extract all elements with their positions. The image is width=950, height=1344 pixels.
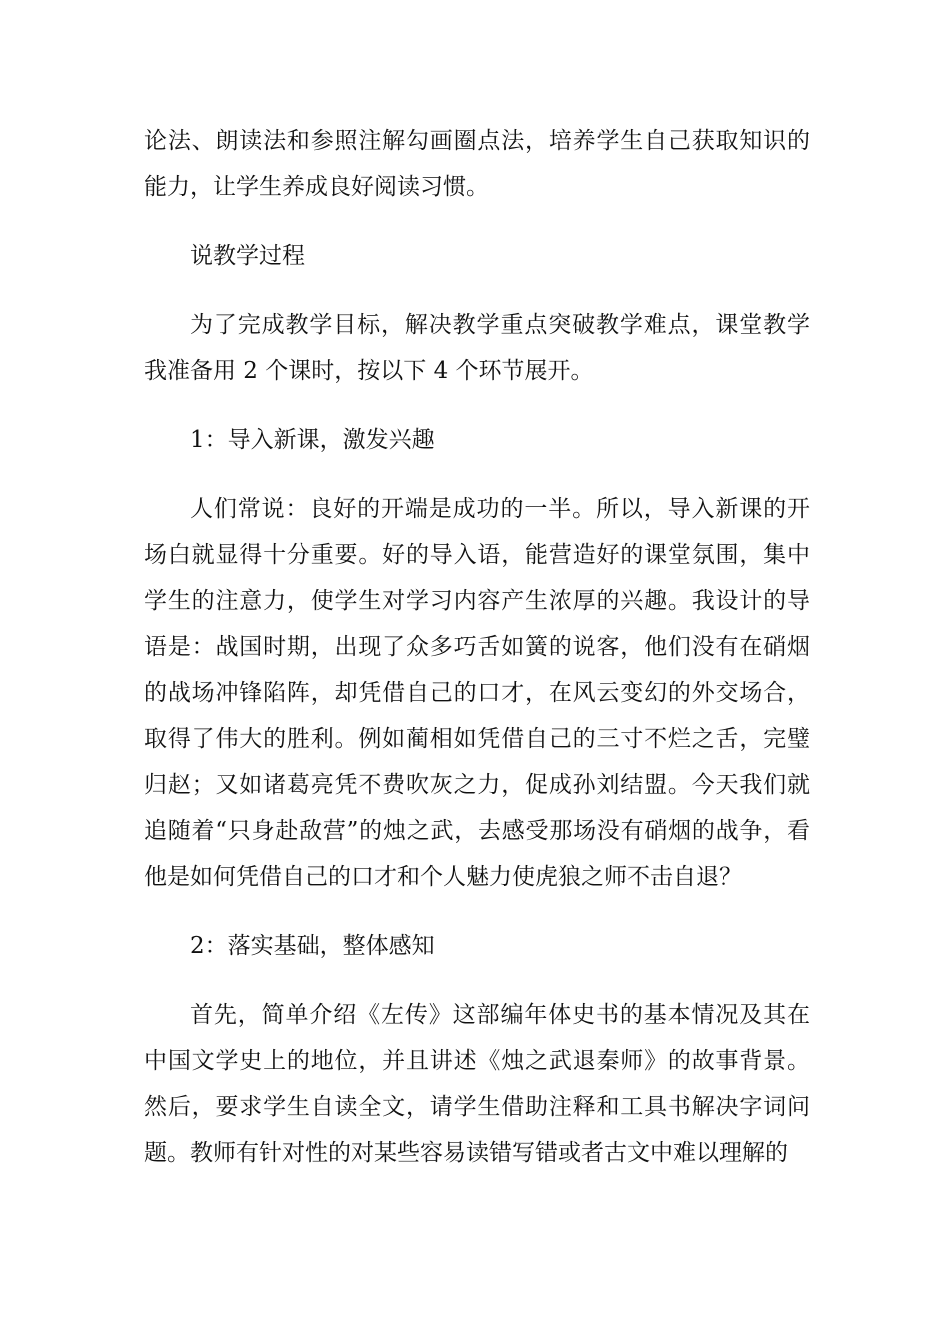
section-heading-step-1: 1：导入新课，激发兴趣 — [190, 427, 435, 453]
section-heading-teaching-process: 说教学过程 — [190, 243, 305, 269]
document-body — [144, 118, 810, 1199]
paragraph-basics: 首先，简单介绍《左传》这部编年体史书的基本情况及其在中国文学史上的地位，并且讲述《烛之武退秦师》的故事背景。然后，要求学生自读全文，请学生借助注释和工具书解决字词问题。教师有针对性的对某些容易读错写错或者古文中难以理解的 — [144, 1002, 810, 1166]
section-heading-step-2: 2：落实基础，整体感知 — [190, 933, 435, 959]
paragraph-continued: 论法、朗读法和参照注解勾画圈点法，培养学生自己获取知识的能力，让学生养成良好阅读习惯。 — [144, 128, 810, 200]
paragraph-teaching-goal: 为了完成教学目标，解决教学重点突破教学难点，课堂教学我准备用 2 个课时，按以下 4 个环节展开。 — [144, 312, 810, 384]
paragraph-introduction: 人们常说：良好的开端是成功的一半。所以，导入新课的开场白就显得十分重要。好的导入语，能营造好的课堂氛围，集中学生的注意力，使学生对学习内容产生浓厚的兴趣。我设计的导语是：战国时期，出现了众多巧舌如簧的说客，他们没有在硝烟的战场冲锋陷阵，却凭借自己的口才，在风云变幻的外交场合，取得了伟大的胜利。例如蔺相如凭借自己的三寸不烂之舌，完璧归赵；又如诸葛亮凭不费吹灰之力，促成孙刘结盟。今天我们就追随着“只身赴敌营”的烛之武，去感受那场没有硝烟的战争，看他是如何凭借自己的口才和个人魅力使虎狼之师不击自退？ — [144, 496, 810, 890]
